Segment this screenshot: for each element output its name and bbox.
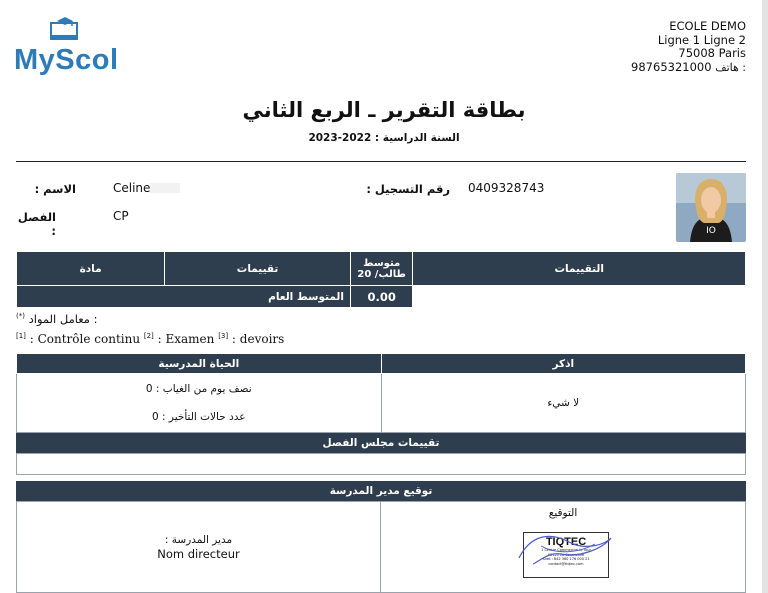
director-label: مدير المدرسة : xyxy=(164,534,233,546)
report-title: بطاقة التقرير ـ الربع الثاني xyxy=(242,98,526,122)
coefficient-marker: (*) xyxy=(16,312,25,321)
legend-mark-1: [1] xyxy=(16,332,26,340)
coefficient-label: معامل المواد : xyxy=(28,312,98,326)
redacted-surname xyxy=(150,183,180,193)
class-council-box xyxy=(16,453,746,475)
handwritten-signature xyxy=(511,524,621,574)
registration-label: رقم التسجيل : xyxy=(366,182,450,196)
school-year-value: 2022-2023 xyxy=(308,132,372,144)
school-year-label: السنة الدراسية : xyxy=(374,132,460,144)
student-photo xyxy=(676,173,746,242)
scrollbar[interactable] xyxy=(762,0,768,593)
school-address-line1: Ligne 1 Ligne 2 xyxy=(657,32,746,47)
legend-mark-3: [3] xyxy=(218,332,229,340)
lateness-count: عدد حالات التأخير : 0 xyxy=(152,411,246,423)
director-name: Nom directeur xyxy=(157,547,240,561)
legend-text-1: : Contrôle continu xyxy=(25,332,144,346)
divider xyxy=(16,161,746,162)
graduation-cap-icon xyxy=(48,14,80,42)
signature-label: التوقيع xyxy=(548,507,578,519)
student-class-label: الفصل : xyxy=(17,210,56,238)
signature-cell xyxy=(380,501,746,593)
stamp-line4: contact@tiqtec.com xyxy=(548,561,584,566)
overall-average-label: المتوسط العام xyxy=(17,286,351,308)
stamp-line2: 93120 La Courneuve xyxy=(547,552,585,557)
school-phone-label: هاتف : xyxy=(715,60,746,74)
app-logo: MyScol xyxy=(14,44,119,76)
school-address-line2: 75008 Paris xyxy=(678,46,746,60)
school-life-header: الحياة المدرسية xyxy=(17,354,382,374)
header-student-average: متوسط طالب/ 20 xyxy=(350,252,412,286)
legend-text-3: : devoirs xyxy=(228,332,285,346)
student-class: CP xyxy=(113,209,129,223)
student-name: Celine xyxy=(113,181,151,195)
header-evaluations: تقييمات xyxy=(165,252,351,286)
director-cell xyxy=(16,501,381,593)
director-signature-header: توقيع مدير المدرسة xyxy=(16,481,746,501)
evaluation-legend xyxy=(16,332,284,346)
header-assessments: التقييمات xyxy=(413,252,746,286)
header-subject: مادة xyxy=(17,252,165,286)
school-name: ECOLE DEMO xyxy=(669,19,746,33)
legend-text-2: : Examen xyxy=(153,332,219,346)
svg-text:IO: IO xyxy=(706,226,716,236)
mention-value: لا شيء xyxy=(381,374,745,433)
stamp-name: TIQTEC xyxy=(545,536,587,548)
student-name-label: الاسم : xyxy=(34,182,76,196)
school-address xyxy=(631,20,746,74)
coefficient-note xyxy=(16,312,98,326)
empty-cell xyxy=(413,286,746,308)
mention-header: اذكر xyxy=(381,354,745,374)
registration-number: 0409328743 xyxy=(468,181,545,195)
school-life-cell xyxy=(17,374,382,433)
school-year xyxy=(0,132,768,144)
grades-table xyxy=(16,251,746,308)
school-phone: 98765321000 xyxy=(631,59,712,74)
legend-mark-2: [2] xyxy=(143,332,154,340)
stamp-line3: Siret : 842 360 176 000 21 xyxy=(542,557,590,561)
overall-average-value: 0.00 xyxy=(350,286,412,308)
absences-count: نصف يوم من الغياب : 0 xyxy=(145,383,252,395)
stamp-line1: 1 Centre Commercial le Tour xyxy=(541,548,591,552)
class-council-header: تقييمات مجلس الفصل xyxy=(16,433,746,453)
school-life-table xyxy=(16,353,746,433)
